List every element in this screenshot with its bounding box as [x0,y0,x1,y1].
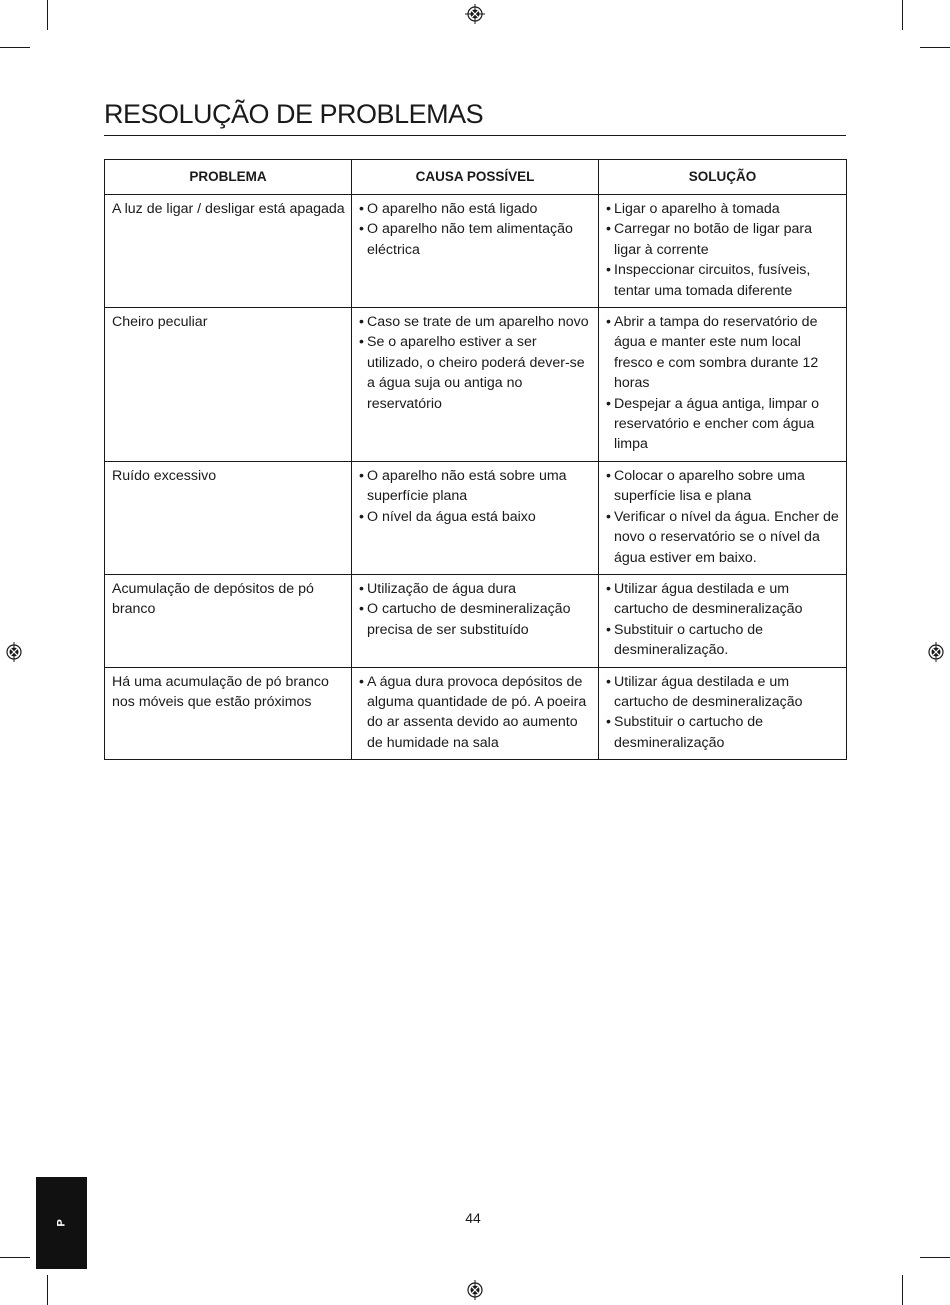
crop-mark [47,1275,48,1305]
problem-cell: A luz de ligar / desligar está apagada [105,195,352,308]
solution-cell [599,308,847,462]
solution-cell [599,574,847,667]
crop-mark [0,1257,30,1258]
page-title: RESOLUÇÃO DE PROBLEMAS [104,97,846,136]
solution-item: • Substituir o cartucho de desmineralização. [606,620,840,661]
solution-cell [599,195,847,308]
solution-item: • Colocar o aparelho sobre uma superfície lisa e plana [606,466,840,507]
cause-item: • O nível da água está baixo [359,507,592,527]
column-header-cause: CAUSA POSSÍVEL [352,160,599,195]
cause-cell [352,461,599,574]
table-row [105,667,847,760]
registration-mark-icon [465,1280,485,1300]
problem-cell: Cheiro peculiar [105,308,352,462]
troubleshooting-table [104,159,847,760]
table-row [105,574,847,667]
column-header-solution: SOLUÇÃO [599,160,847,195]
cause-item: • A água dura provoca depósitos de alguma quantidade de pó. A poeira do ar assenta devido ao aumento de humidade na sala [359,672,592,754]
problem-cell: Há uma acumulação de pó branco nos móveis que estão próximos [105,667,352,760]
cause-item: • O aparelho não tem alimentação eléctrica [359,219,592,260]
cause-item: • O aparelho não está sobre uma superfície plana [359,466,592,507]
registration-mark-icon [926,642,946,662]
solution-item: • Despejar a água antiga, limpar o reservatório e encher com água limpa [606,394,840,455]
cause-item: • O cartucho de desmineralização precisa de ser substituído [359,599,592,640]
column-header-problem: PROBLEMA [105,160,352,195]
cause-item: • Caso se trate de um aparelho novo [359,312,592,332]
cause-cell [352,195,599,308]
table-row [105,195,847,308]
solution-item: • Utilizar água destilada e um cartucho de desmineralização [606,672,840,713]
cause-item: • O aparelho não está ligado [359,199,592,219]
solution-item: • Inspeccionar circuitos, fusíveis, tentar uma tomada diferente [606,260,840,301]
table-header-row [105,160,847,195]
solution-cell [599,461,847,574]
problem-cell: Acumulação de depósitos de pó branco [105,574,352,667]
crop-mark [47,0,48,30]
solution-item: • Utilizar água destilada e um cartucho de desmineralização [606,579,840,620]
registration-mark-icon [4,642,24,662]
table-row [105,461,847,574]
solution-item: • Substituir o cartucho de desmineralização [606,712,840,753]
crop-mark [920,1257,950,1258]
page-number: 44 [465,1210,481,1226]
table-row [105,308,847,462]
crop-mark [0,47,30,48]
cause-cell [352,667,599,760]
crop-mark [920,47,950,48]
solution-item: • Carregar no botão de ligar para ligar à corrente [606,219,840,260]
language-tab [36,1177,87,1269]
crop-mark [902,0,903,30]
solution-item: • Abrir a tampa do reservatório de água e manter este num local fresco e com sombra durante 12 horas [606,312,840,394]
crop-mark [902,1275,903,1305]
cause-item: • Utilização de água dura [359,579,592,599]
cause-cell [352,574,599,667]
language-tab-label: P [55,1219,68,1227]
solution-item: • Verificar o nível da água. Encher de novo o reservatório se o nível da água estiver em baixo. [606,507,840,568]
cause-cell [352,308,599,462]
solution-item: • Ligar o aparelho à tomada [606,199,840,219]
solution-cell [599,667,847,760]
cause-item: • Se o aparelho estiver a ser utilizado, o cheiro poderá dever-se a água suja ou antiga no reservatório [359,332,592,414]
problem-cell: Ruído excessivo [105,461,352,574]
registration-mark-icon [465,4,485,24]
